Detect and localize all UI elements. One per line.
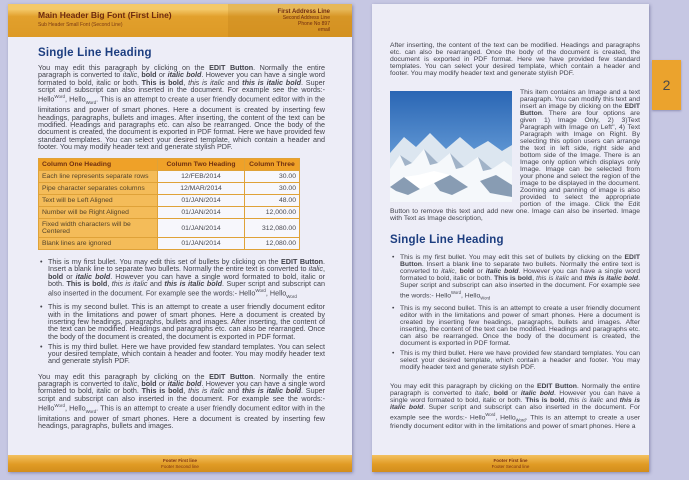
table-cell: 01/JAN/2014: [158, 238, 245, 250]
table-cell: 30.00: [245, 183, 300, 195]
bullet-item: • This is my third bullet. Here we have provided few standard templates. You can select your desired template, which contain a header and footer. You may modify header text and generate stylish PDF.: [48, 343, 325, 365]
paragraph: You may edit this paragraph by clicking on the EDIT Button. Normally the entire paragraph is converted to italic, bold or italic bold. However you can have a single word formated to bold, italic or both. This is bold, this is italic and this is italic bold. Super script and subscript can also inserted in the document. For example see the words:- Hello$^{Word}$, Hello$_{Word}$. This is an attempt to create a user friendly document editor with in the limitations and power of smart phones. Here a document is created by inserting few headings, paragraphs, bullets and images. After inserting, the content of the text can be modified. Headings and paragraphs etc. can also be rearranged. Once the body of the document is created, the document is exported in PDF format. Here we have provided few standard templates. You can select your desired template, which contain a header and footer. You may modify header text and generate stylish PDF.: [38, 63, 325, 151]
page-number-tab[interactable]: 2: [652, 60, 681, 110]
data-table: [38, 158, 300, 250]
table-cell: 01/JAN/2014: [158, 207, 245, 219]
table-header-row: [39, 159, 300, 171]
table-cell: Fixed width characters will be Centered: [39, 219, 158, 238]
table-row: [39, 238, 300, 250]
table-header-cell: Column One Heading: [39, 159, 158, 171]
page-footer: [8, 455, 352, 472]
table-cell: 12/MAR/2014: [158, 183, 245, 195]
table-cell: 312,080.00: [245, 219, 300, 238]
snow-mountains-photo: [390, 91, 512, 202]
bullet-item: • This is my second bullet. This is an attempt to create a user friendly document editor with in the limitations and power of smart phones. Here a document is created by inserting few headings, paragraphs, bullets and images. After inserting, the content of the text can be modified. Headings and paragraphs etc. can also be rearranged. Once the body of the document is created, the document is exported in PDF format.: [400, 305, 640, 347]
table-cell: Pipe character separates columns: [39, 183, 158, 195]
table-cell: 01/JAN/2014: [158, 219, 245, 238]
page-footer: [372, 455, 649, 472]
document-page-1: [8, 4, 352, 472]
bullet-item: • This is my third bullet. Here we have provided few standard templates. You can select your desired template, which contain a header and footer. You may modify header text and generate stylish PDF.: [400, 350, 640, 371]
table-cell: Each line represents separate rows: [39, 171, 158, 183]
page-header: [8, 4, 352, 37]
table-row: [39, 195, 300, 207]
footer-line: Footer Second line: [161, 463, 199, 469]
address-line: Second Address Line: [282, 15, 330, 21]
bullet-item: • This is my second bullet. This is an attempt to create a user friendly document editor with in the limitations and power of smart phones. Here a document is created by inserting few headings, paragraphs, bullets and images. After inserting, the content of the text can be modified. Headings and paragraphs etc. can also be rearranged. Once the body of the document is created, the document is exported in PDF format.: [48, 303, 325, 339]
table-cell: 12/FEB/2014: [158, 171, 245, 183]
header-title: Main Header Big Font (First Line): [38, 10, 172, 20]
bullet-item: • This is my first bullet. You may edit this set of bullets by clicking on the EDIT Button. Insert a blank line to separate two bullets. Normally the entire text is converted to italic, bold or italic bold. However you can have a single word formated to bold, italic or both. This is bold, this is italic and this is italic bold. Super script and subscript can also inserted in the document. For example see the words:- Hello$^{Word}$, Hello$_{Word}$: [400, 254, 640, 302]
paragraph: You may edit this paragraph by clicking on the EDIT Button. Normally the entire paragraph is converted to italic, bold or italic bold. However you can have a single word formated to bold, italic or both. This is bold, this is italic and this is italic bold. Super script and subscript can also inserted in the document. For example see the words:- Hello$^{Word}$, Hello$_{Word}$. This is an attempt to create a user friendly document editor with in the limitations and power of smart phones. Here a document is created by inserting few headings, paragraphs, bullets and images.: [38, 371, 325, 431]
table-cell: Blank lines are ignored: [39, 238, 158, 250]
page-body: [390, 4, 640, 455]
bullet-item: • This is my first bullet. You may edit this set of bullets by clicking on the EDIT Button. Insert a blank line to separate two bullets. Normally the entire text is converted to italic, bold or italic bold. However you can have a single word formated to bold, italic or both. This is bold, this is italic and this is italic bold. Super script and subscript can also inserted in the document. For example see the words:- Hello$^{Word}$, Hello$_{Word}$: [48, 258, 325, 300]
table-cell: Text will be Left Aligned: [39, 195, 158, 207]
footer-line: Footer First line: [162, 458, 197, 463]
bullet-list: [390, 254, 640, 371]
paragraph: You may edit this paragraph by clicking on the EDIT Button. Normally the entire paragraph is converted to italic, bold or italic bold. However you can have a single word formated to bold, italic or both. This is bold, this is italic and this is italic bold. Super script and subscript can also inserted in the document. For example see the words:- Hello$^{Word}$, Hello$_{Word}$. This is an attempt to create a user friendly document editor with in the limitations and power of smart phones. Here a: [390, 382, 640, 431]
section-heading: Single Line Heading: [390, 234, 504, 246]
document-page-2: [372, 4, 649, 472]
address-line: First Address Line: [277, 9, 330, 15]
bullet-list: [38, 258, 325, 365]
table-cell: 48.00: [245, 195, 300, 207]
table-cell: 12,000.00: [245, 207, 300, 219]
section-heading: Single Line Heading: [38, 47, 152, 59]
footer-line: Footer Second line: [491, 463, 530, 469]
address-line: email: [318, 27, 330, 33]
paragraph: After inserting, the content of the text can be modified. Headings and paragraphs etc. can also be rearranged. Once the body of the document is created, the document is exported in PDF format. Here we have provided few standard templates. You can select your desired template, which contain a header and footer. You may modify header text and generate stylish PDF.: [390, 42, 640, 77]
table-cell: 30.00: [245, 171, 300, 183]
address-block: [278, 9, 330, 33]
table-cell: 01/JAN/2014: [158, 195, 245, 207]
image-with-text-block: [390, 89, 640, 222]
table-row: [39, 207, 300, 219]
table-row: [39, 183, 300, 195]
table-header-cell: Column Three: [245, 159, 300, 171]
address-line: Phone No 897: [298, 21, 330, 27]
image-side-text: This item contains an Image and a text paragraph. You can modify this text and insert an image by clicking on the EDIT Button. There are four options are given 1) Image Only, 2) 3)Text Paragraph with Image on Left", 4) Text Paragraph with Image on Right. By selecting this option users can arrange the text in left side, right side and bottom side of the Image. There is an Image only option which displays only Image. Image can be selected from your phone and select the region of the image to be displayed in the document. Zooming and panning of image is also provided to select the appropriate portion of the image. Click the Edit Button to remove this text and add new one. Image can also be inserted. Image with Text as Image description,: [390, 89, 640, 222]
footer-line: Footer First line: [493, 458, 528, 463]
page-body: [38, 37, 325, 455]
table-header-cell: Column Two Heading: [158, 159, 245, 171]
table-cell: Number will be Right Aligned: [39, 207, 158, 219]
header-subtitle: Sub Header Small Font (Second Line): [38, 22, 123, 28]
table-row: [39, 219, 300, 238]
table-cell: 12,080.00: [245, 238, 300, 250]
table-row: [39, 171, 300, 183]
